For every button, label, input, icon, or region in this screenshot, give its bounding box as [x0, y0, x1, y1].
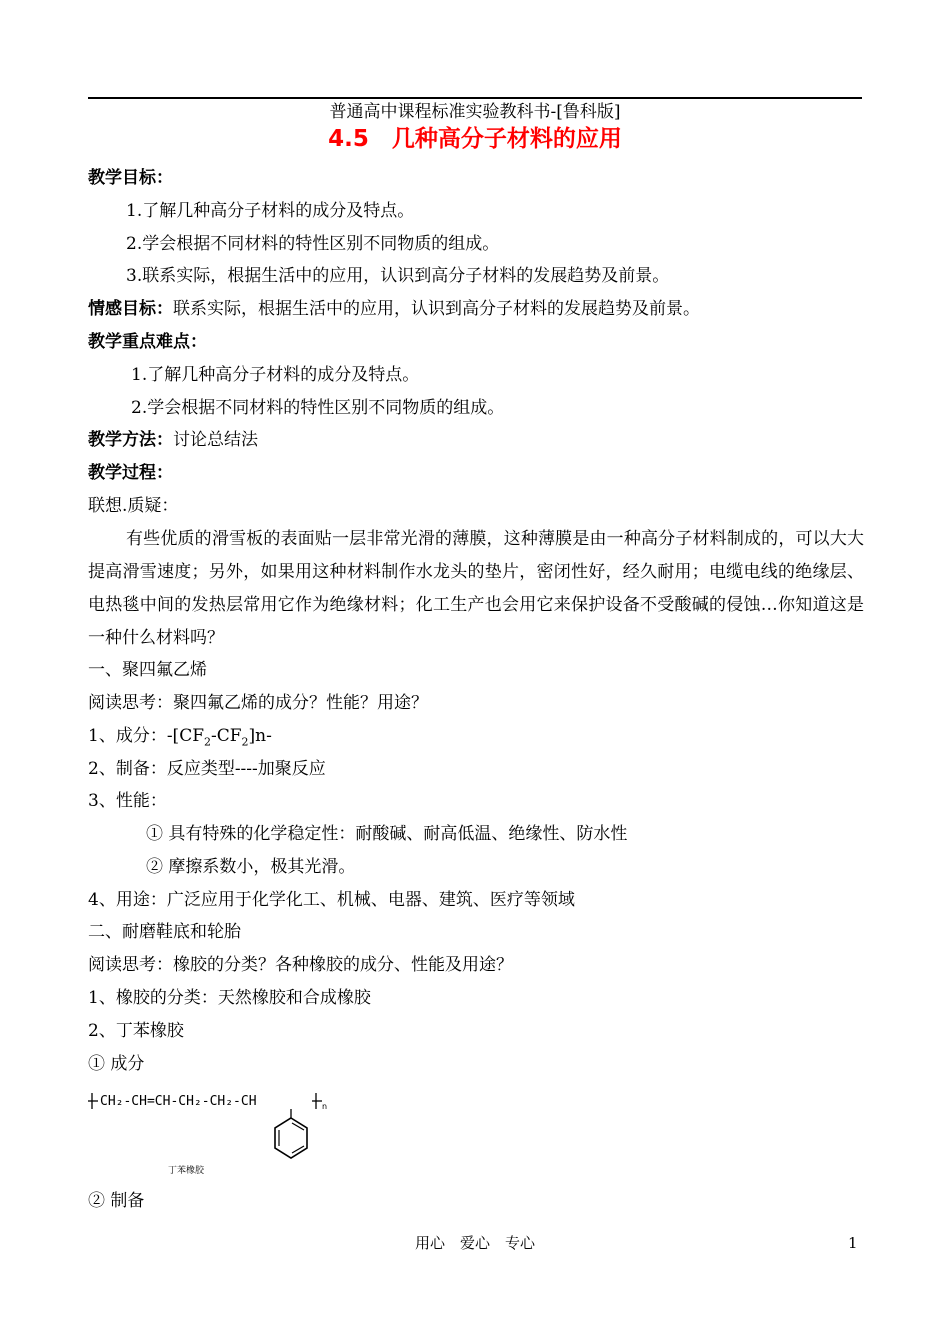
keypoint-item-2: 2.学会根据不同材料的特性区别不同物质的组成。 [131, 398, 505, 418]
benzene-inner-bond-1 [292, 1123, 304, 1130]
composition-subscript-1: 2 [204, 735, 211, 749]
emotion-goal-line [88, 297, 700, 321]
section2-heading: 二、耐磨鞋底和轮胎 [88, 922, 241, 942]
goal-item-3: 3.联系实际，根据生活中的应用，认识到高分子材料的发展趋势及前景。 [126, 266, 670, 286]
composition-suffix: ]n- [248, 726, 272, 746]
composition-prefix: 1、成分：-[CF [88, 726, 204, 746]
page-title: 4.5 几种高分子材料的应用 [328, 126, 622, 152]
ptfe-composition [88, 724, 272, 748]
sbr-preparation-item: ② 制备 [88, 1191, 145, 1211]
page-number: 1 [848, 1234, 858, 1252]
ptfe-preparation: 2、制备：反应类型----加聚反应 [88, 759, 326, 779]
emotion-label: 情感目标： [88, 299, 173, 319]
formula-subscript-n: n [322, 1102, 328, 1111]
ptfe-uses: 4、用途：广泛应用于化学化工、机械、电器、建筑、医疗等领域 [88, 890, 575, 910]
right-repeat-bracket [312, 1093, 322, 1109]
intro-paragraph: 有些优质的滑雪板的表面贴一层非常光滑的薄膜，这种薄膜是由一种高分子材料制成的，可以大大提高滑雪速度；另外，如果用这种材料制作水龙头的垫片，密闭性好，经久耐用；电缆电线的绝缘层、电热毯中间的发热层常用它作为绝缘材料；化工生产也会用它来保护设备不受酸碱的侵蚀…你知道这是一种什么材料吗？ [88, 529, 864, 648]
ptfe-property-2: ② 摩擦系数小，极其光滑。 [146, 857, 356, 877]
method-label: 教学方法： [88, 430, 173, 450]
rubber-classification: 1、橡胶的分类：天然橡胶和合成橡胶 [88, 988, 371, 1008]
goal-item-1: 1.了解几种高分子材料的成分及特点。 [126, 201, 415, 221]
sbr-composition-item: ① 成分 [88, 1054, 145, 1074]
keypoints-label: 教学重点难点： [88, 332, 207, 352]
formula-caption: 丁苯橡胶 [168, 1166, 205, 1176]
ptfe-properties-label: 3、性能： [88, 791, 167, 811]
ptfe-property-1: ① 具有特殊的化学稳定性：耐酸碱、耐高低温、绝缘性、防水性 [146, 824, 628, 844]
running-header: 普通高中课程标准实验教科书-[鲁科版] [329, 102, 621, 122]
composition-middle: -CF [211, 726, 242, 746]
composition-subscript-2: 2 [241, 735, 249, 749]
section2-question: 阅读思考：橡胶的分类？各种橡胶的成分、性能及用途？ [88, 955, 513, 975]
process-label: 教学过程： [88, 463, 173, 483]
keypoint-item-1: 1.了解几种高分子材料的成分及特点。 [131, 365, 420, 385]
left-repeat-bracket [88, 1093, 98, 1109]
section1-question: 阅读思考：聚四氟乙烯的成分？性能？用途？ [88, 693, 428, 713]
process-intro: 联想.质疑： [88, 496, 179, 516]
section1-heading: 一、聚四氟乙烯 [88, 660, 207, 680]
emotion-text: 联系实际，根据生活中的应用，认识到高分子材料的发展趋势及前景。 [173, 299, 700, 319]
benzene-ring [275, 1118, 307, 1158]
method-text: 讨论总结法 [173, 430, 258, 450]
sbr-heading: 2、丁苯橡胶 [88, 1021, 184, 1041]
header-rule [88, 97, 862, 99]
benzene-inner-bond-3 [292, 1146, 304, 1153]
page-footer: 用心 爱心 专心 [414, 1234, 535, 1252]
goal-item-2: 2.学会根据不同材料的特性区别不同物质的组成。 [126, 234, 500, 254]
method-line [88, 428, 258, 452]
sbr-structural-formula [86, 1085, 346, 1180]
formula-chain-text: CH₂-CH=CH-CH₂-CH₂-CH [100, 1094, 257, 1109]
goals-label: 教学目标： [88, 168, 173, 188]
